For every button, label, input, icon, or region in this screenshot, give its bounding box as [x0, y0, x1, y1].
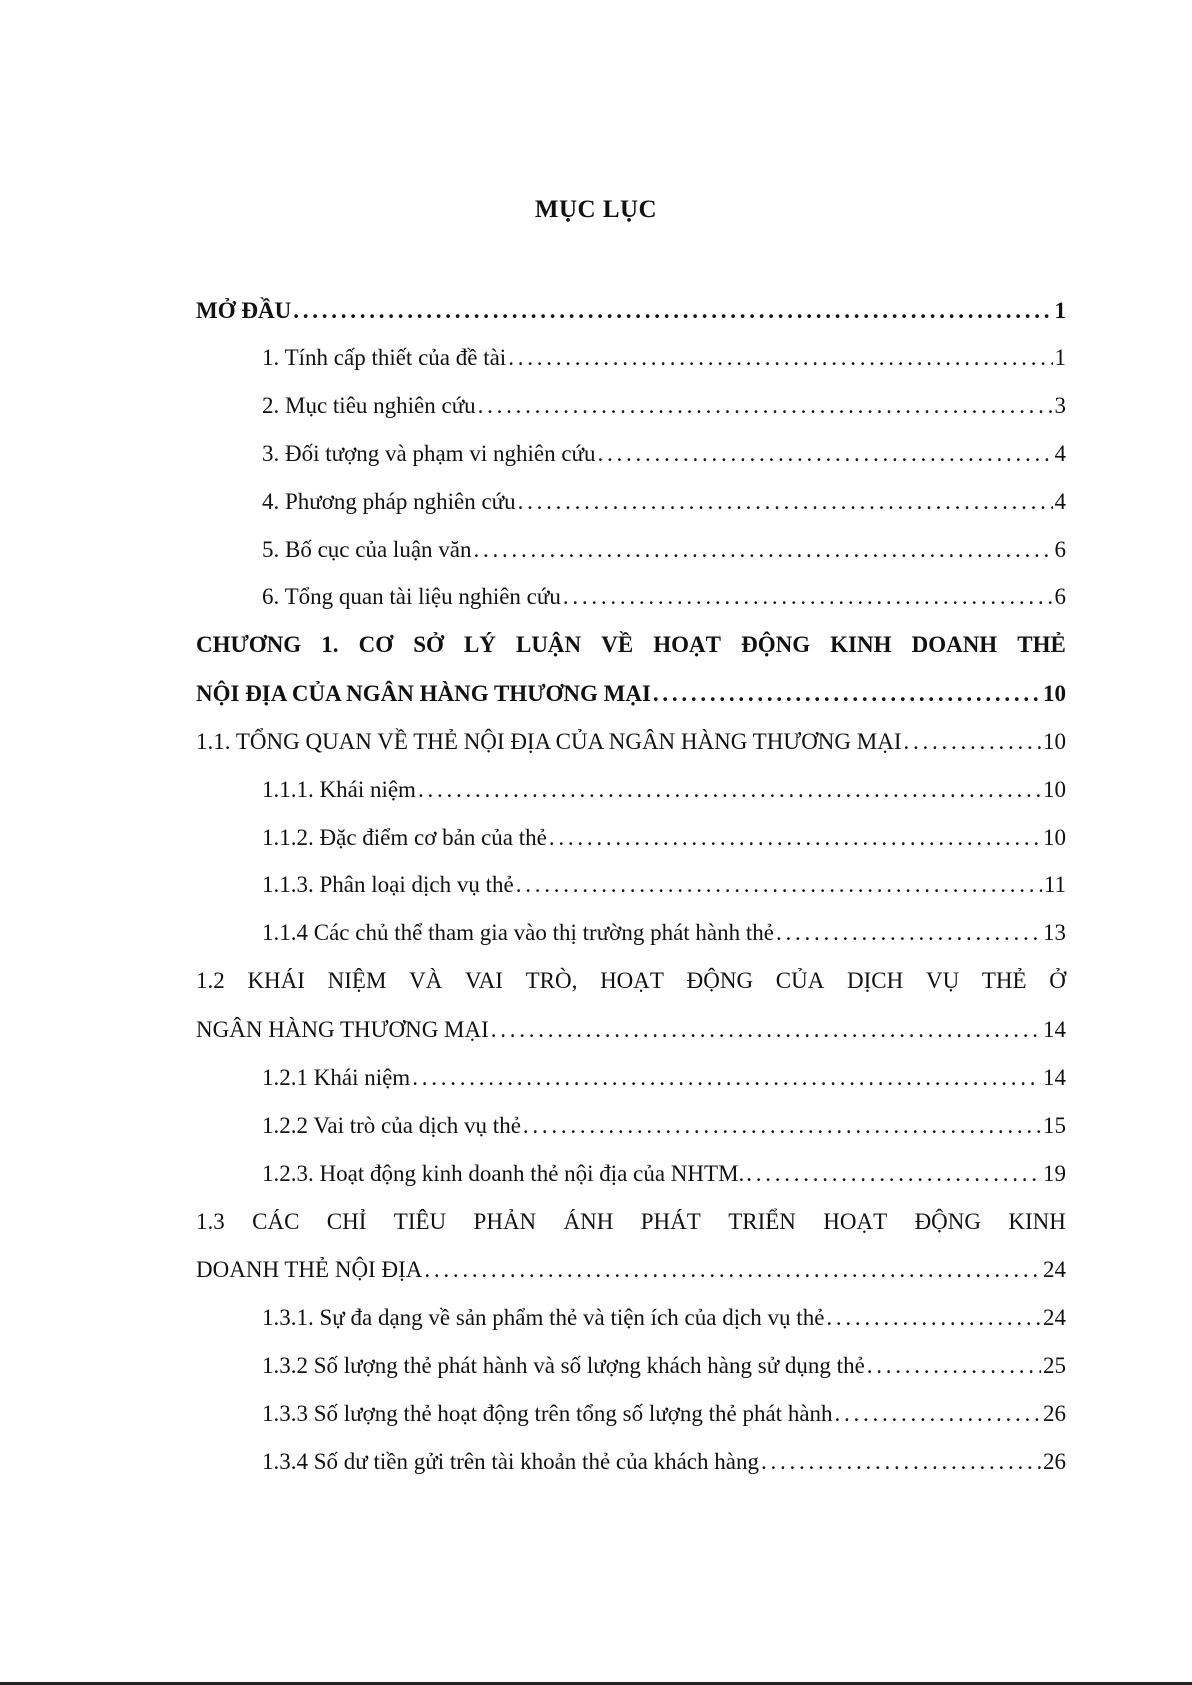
heading-word: 1.3 [196, 1209, 225, 1234]
dot-leader [424, 1255, 1041, 1285]
toc-entry[interactable] [262, 343, 1066, 373]
toc-title: MỤC LỤC [534, 196, 658, 223]
dot-leader [761, 1447, 1041, 1477]
toc-entry[interactable] [262, 582, 1066, 612]
dot-leader [563, 582, 1053, 612]
heading-word: VỤ [925, 968, 960, 993]
heading-word: PHẢN [473, 1209, 537, 1234]
dot-leader [549, 823, 1041, 853]
toc-entry[interactable] [262, 1111, 1066, 1141]
dot-leader [598, 439, 1053, 469]
toc-entry-page: 1 [1054, 345, 1066, 370]
heading-word: CỦA [775, 968, 825, 993]
toc-entry-page: 24 [1043, 1257, 1066, 1282]
toc-entry-text: 1.2.2 Vai trò của dịch vụ thẻ [262, 1113, 521, 1138]
heading-word: DOANH [911, 632, 998, 657]
toc-entry-text: 1.1. TỔNG QUAN VỀ THẺ NỘI ĐỊA CỦA NGÂN HÀNG THƯƠNG MẠI [196, 729, 902, 754]
toc-entry[interactable] [262, 535, 1066, 565]
section-heading-line[interactable] [196, 1207, 1066, 1237]
toc-entry-text: 1.1.2. Đặc điểm cơ bản của thẻ [262, 825, 547, 850]
dot-leader [826, 1303, 1041, 1333]
toc-entry[interactable] [262, 1447, 1066, 1477]
toc-entry-text: 1.3.4 Số dư tiền gửi trên tài khoản thẻ của khách hàng [262, 1449, 759, 1474]
toc-entry[interactable] [262, 1399, 1066, 1429]
toc-entry-text: 4. Phương pháp nghiên cứu [262, 489, 516, 514]
toc-entry-text: 1.2.1 Khái niệm [262, 1065, 411, 1090]
toc-entry-page: 11 [1043, 872, 1066, 897]
toc-entry-page: 10 [1043, 729, 1066, 754]
toc-entry-page: 10 [1043, 825, 1066, 850]
toc-entry-text: NỘI ĐỊA CỦA NGÂN HÀNG THƯƠNG MẠI [196, 681, 651, 706]
toc-entry[interactable] [262, 1351, 1066, 1381]
toc-entry[interactable] [262, 391, 1066, 421]
heading-word: ĐỘNG [914, 1209, 982, 1234]
toc-entry[interactable] [262, 1303, 1066, 1333]
heading-word: THẺ [981, 968, 1027, 993]
toc-entry-page: 25 [1043, 1353, 1066, 1378]
heading-word: TRIỂN [728, 1209, 796, 1234]
heading-word: HOẠT [600, 968, 664, 993]
heading-word: CƠ [358, 632, 394, 657]
dot-leader [516, 870, 1042, 900]
toc-entry[interactable] [262, 1063, 1066, 1093]
toc-entry[interactable] [262, 823, 1066, 853]
toc-entry[interactable] [262, 1159, 1066, 1189]
toc-entry-page: 26 [1043, 1401, 1066, 1426]
toc-entry-text: 1.3.1. Sự đa dạng về sản phẩm thẻ và tiện ích của dịch vụ thẻ [262, 1305, 825, 1330]
toc-entry[interactable] [196, 679, 1066, 709]
heading-word: LÝ [463, 632, 496, 657]
toc-entry-page: 15 [1043, 1113, 1066, 1138]
toc-entry[interactable] [262, 487, 1066, 517]
toc-entry-page: 6 [1054, 537, 1066, 562]
heading-word: VỀ [601, 632, 634, 657]
toc-entry-page: 4 [1054, 441, 1066, 466]
heading-word: DỊCH [847, 968, 904, 993]
heading-word: KINH [830, 632, 892, 657]
heading-word: SỞ [413, 632, 444, 657]
toc-entry-text: 1.3.2 Số lượng thẻ phát hành và số lượng khách hàng sử dụng thẻ [262, 1353, 865, 1378]
dot-leader [776, 918, 1041, 948]
dot-leader [478, 391, 1053, 421]
dot-leader [293, 296, 1052, 326]
dot-leader [508, 343, 1052, 373]
heading-word: 1. [321, 632, 339, 657]
toc-entry-text: NGÂN HÀNG THƯƠNG MẠI [196, 1017, 489, 1042]
heading-word: PHÁT [640, 1209, 701, 1234]
heading-word: 1.2 [196, 968, 225, 993]
toc-entry[interactable] [262, 439, 1066, 469]
dot-leader [867, 1351, 1041, 1381]
heading-word: ĐỘNG [741, 632, 811, 657]
toc-entry[interactable] [196, 1015, 1066, 1045]
dot-leader [412, 1063, 1041, 1093]
heading-word: TRÒ, [525, 968, 578, 993]
toc-entry-page: 1 [1054, 298, 1066, 323]
section-heading-line[interactable] [196, 966, 1066, 996]
toc-entry-page: 14 [1043, 1065, 1066, 1090]
toc-entry-page: 10 [1043, 681, 1066, 706]
toc-entry-text: 1.1.4 Các chủ thể tham gia vào thị trường phát hành thẻ [262, 920, 774, 945]
toc-entry-text: 1.3.3 Số lượng thẻ hoạt động trên tổng số lượng thẻ phát hành [262, 1401, 833, 1426]
toc-entry[interactable] [262, 870, 1066, 900]
dot-leader [746, 1159, 1041, 1189]
heading-word: CÁC [252, 1209, 300, 1234]
dot-leader [491, 1015, 1041, 1045]
heading-word: VÀ [409, 968, 443, 993]
heading-word: ÁNH [563, 1209, 614, 1234]
toc-entry-page: 14 [1043, 1017, 1066, 1042]
heading-word: CHƯƠNG [196, 632, 302, 657]
toc-entry-text: 1. Tính cấp thiết của đề tài [262, 345, 507, 370]
toc-entry-text: DOANH THẺ NỘI ĐỊA [196, 1257, 423, 1282]
toc-entry[interactable] [196, 1255, 1066, 1285]
toc-entry-page: 10 [1043, 777, 1066, 802]
dot-leader [835, 1399, 1041, 1429]
heading-word: THẺ [1017, 632, 1066, 657]
heading-word: LUẬN [515, 632, 582, 657]
toc-entry[interactable] [196, 727, 1066, 757]
toc-entry-text: MỞ ĐẦU [196, 298, 292, 323]
dot-leader [523, 1111, 1041, 1141]
dot-leader [518, 487, 1053, 517]
heading-word: ĐỘNG [686, 968, 754, 993]
toc-entry-text: 1.1.1. Khái niệm [262, 777, 416, 802]
toc-entry-text: 5. Bố cục của luận văn [262, 537, 472, 562]
dot-leader [473, 535, 1052, 565]
toc-entry-text: 1.1.3. Phân loại dịch vụ thẻ [262, 872, 514, 897]
heading-word: HOẠT [823, 1209, 888, 1234]
toc-entry-page: 3 [1054, 393, 1066, 418]
heading-word: KHÁI [247, 968, 305, 993]
heading-word: TIÊU [393, 1209, 447, 1234]
toc-entry[interactable] [262, 918, 1066, 948]
heading-word: CHỈ [326, 1209, 367, 1234]
toc-entry[interactable] [262, 775, 1066, 805]
heading-word: HOẠT [653, 632, 721, 657]
toc-entry-page: 6 [1054, 584, 1066, 609]
toc-entry-text: 1.2.3. Hoạt động kinh doanh thẻ nội địa của NHTM. [262, 1161, 745, 1186]
heading-word: NIỆM [327, 968, 387, 993]
toc-entry-text: 2. Mục tiêu nghiên cứu [262, 393, 476, 418]
toc-entry[interactable] [196, 296, 1066, 326]
heading-word: Ở [1049, 968, 1066, 993]
toc-entry-page: 4 [1054, 489, 1066, 514]
chapter-heading-line[interactable] [196, 630, 1066, 660]
heading-word: VAI [465, 968, 503, 993]
toc-entry-page: 26 [1043, 1449, 1066, 1474]
toc-entry-page: 13 [1043, 920, 1066, 945]
dot-leader [418, 775, 1041, 805]
dot-leader [653, 679, 1041, 709]
toc-entry-page: 24 [1043, 1305, 1066, 1330]
toc-entry-text: 3. Đối tượng và phạm vi nghiên cứu [262, 441, 596, 466]
toc-entry-text: 6. Tổng quan tài liệu nghiên cứu [262, 584, 561, 609]
dot-leader [904, 727, 1042, 757]
heading-word: KINH [1008, 1209, 1066, 1234]
toc-entry-page: 19 [1043, 1161, 1066, 1186]
